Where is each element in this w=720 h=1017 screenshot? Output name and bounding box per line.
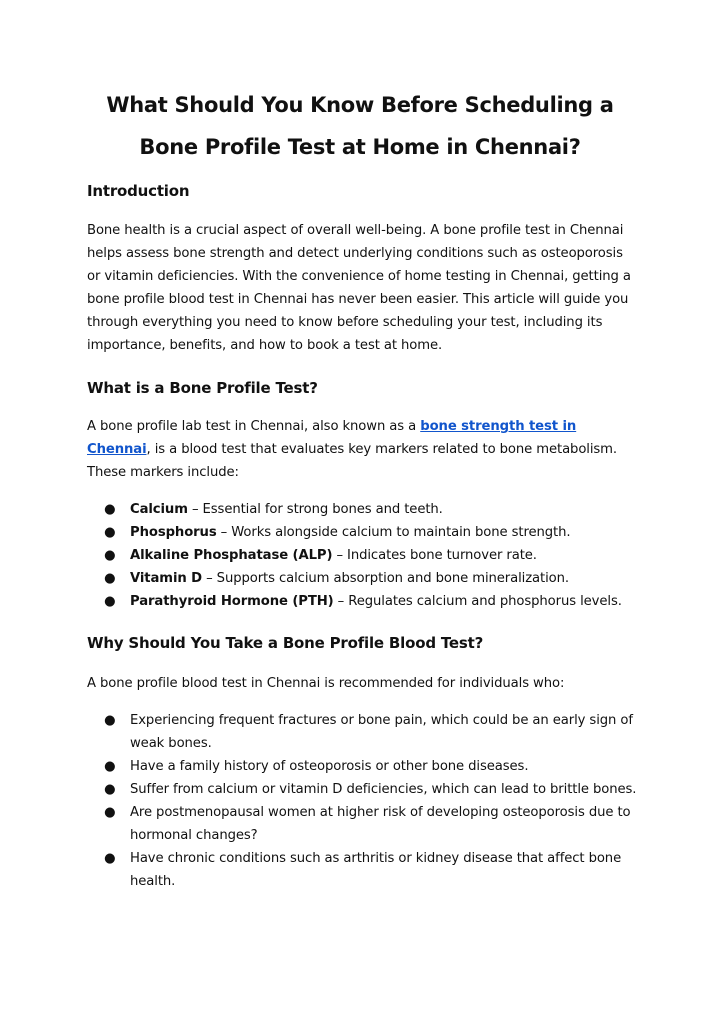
title-line-2: Bone Profile Test at Home in Chennai? xyxy=(139,135,581,159)
bullet-icon: ● xyxy=(104,805,116,820)
bullet-icon: ● xyxy=(104,548,116,563)
marker-name: Vitamin D xyxy=(130,571,202,586)
reason-text: Suffer from calcium or vitamin D deficiencies, which can lead to brittle bones. xyxy=(130,782,637,797)
what-heading: What is a Bone Profile Test? xyxy=(87,379,318,397)
marker-desc: – Regulates calcium and phosphorus levels. xyxy=(333,594,622,609)
intro-heading: Introduction xyxy=(87,182,190,200)
list-item xyxy=(87,544,639,567)
bullet-icon: ● xyxy=(104,782,116,797)
bullet-icon: ● xyxy=(104,851,116,866)
bullet-icon: ● xyxy=(104,594,116,609)
marker-name: Alkaline Phosphatase (ALP) xyxy=(130,548,333,563)
why-heading: Why Should You Take a Bone Profile Blood Test? xyxy=(87,634,484,652)
list-item xyxy=(87,801,639,847)
bullet-icon: ● xyxy=(104,502,116,517)
why-paragraph: A bone profile blood test in Chennai is recommended for individuals who: xyxy=(87,676,565,691)
reasons-list xyxy=(87,709,639,893)
bullet-icon: ● xyxy=(104,713,116,728)
intro-paragraph: Bone health is a crucial aspect of overall well-being. A bone profile test in Chennai helps assess bone strength and detect underlying conditions such as osteoporosis or vitamin deficiencies. With the convenience of home testing in Chennai, getting a bone profile blood test in Chennai has never been easier. This article will guide you through everything you need to know before scheduling your test, including its importance, benefits, and how to book a test at home. xyxy=(87,223,631,353)
reason-text: Have a family history of osteoporosis or other bone diseases. xyxy=(130,759,529,774)
marker-desc: – Supports calcium absorption and bone mineralization. xyxy=(202,571,569,586)
marker-desc: – Works alongside calcium to maintain bone strength. xyxy=(216,525,571,540)
what-text-after: , is a blood test that evaluates key markers related to bone metabolism. These markers include: xyxy=(87,442,618,480)
marker-desc: – Indicates bone turnover rate. xyxy=(332,548,537,563)
list-item xyxy=(87,755,639,778)
marker-name: Parathyroid Hormone (PTH) xyxy=(130,594,334,609)
list-item xyxy=(87,521,639,544)
reason-text: Experiencing frequent fractures or bone pain, which could be an early sign of weak bones. xyxy=(130,713,633,751)
marker-name: Calcium xyxy=(130,502,188,517)
list-item xyxy=(87,847,639,893)
list-item xyxy=(87,590,639,613)
bullet-icon: ● xyxy=(104,525,116,540)
marker-desc: – Essential for strong bones and teeth. xyxy=(187,502,443,517)
markers-list xyxy=(87,498,639,613)
bone-strength-test-link[interactable]: bone strength test in Chennai xyxy=(87,419,577,457)
list-item xyxy=(87,709,639,755)
list-item xyxy=(87,567,639,590)
what-text-before: A bone profile lab test in Chennai, also known as a xyxy=(87,419,421,434)
reason-text: Are postmenopausal women at higher risk of developing osteoporosis due to hormonal changes? xyxy=(130,805,631,843)
what-paragraph xyxy=(87,415,639,484)
reason-text: Have chronic conditions such as arthritis or kidney disease that affect bone health. xyxy=(130,851,622,889)
list-item xyxy=(87,778,639,801)
page-title xyxy=(0,84,720,168)
list-item xyxy=(87,498,639,521)
marker-name: Phosphorus xyxy=(130,525,217,540)
title-line-1: What Should You Know Before Scheduling a xyxy=(106,93,614,117)
bullet-icon: ● xyxy=(104,759,116,774)
bullet-icon: ● xyxy=(104,571,116,586)
